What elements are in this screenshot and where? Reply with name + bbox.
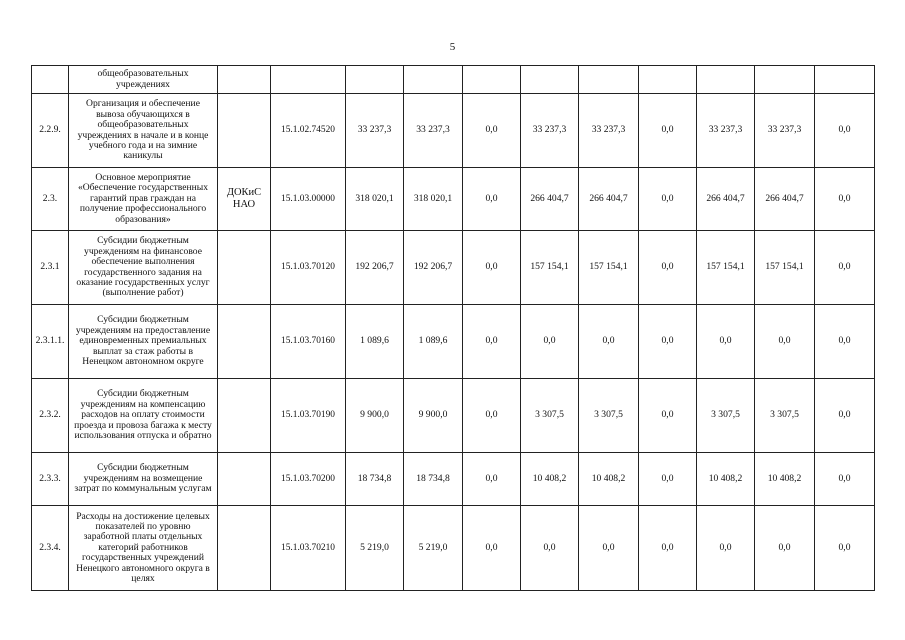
amount-cell: 3 307,5: [697, 379, 755, 453]
executor-cell: [218, 231, 271, 305]
description-cell: Субсидии бюджетным учреждениям на компенсацию расходов на оплату стоимости проезда и провоза багажа к месту использования отпуска и обратно: [69, 379, 218, 453]
executor-cell: [218, 94, 271, 168]
amount-cell: 0,0: [815, 168, 875, 231]
description-cell: Основное мероприятие «Обеспечение государственных гарантий прав граждан на получение профессионального образования»: [69, 168, 218, 231]
amount-cell: 157 154,1: [521, 231, 579, 305]
budget-code-cell: 15.1.03.70200: [271, 453, 346, 506]
amount-cell: 0,0: [521, 305, 579, 379]
description-cell: Субсидии бюджетным учреждениям на предоставление единовременных премиальных выплат за стаж работы в Ненецком автономном округе: [69, 305, 218, 379]
budget-code-cell: 15.1.03.00000: [271, 168, 346, 231]
amount-cell: 10 408,2: [521, 453, 579, 506]
amount-cell: 10 408,2: [579, 453, 639, 506]
amount-cell: 10 408,2: [755, 453, 815, 506]
amount-cell: [521, 66, 579, 94]
amount-cell: 0,0: [639, 305, 697, 379]
amount-cell: 0,0: [815, 453, 875, 506]
amount-cell: 0,0: [463, 506, 521, 591]
amount-cell: 318 020,1: [404, 168, 463, 231]
page-number: 5: [449, 41, 456, 53]
amount-cell: 5 219,0: [346, 506, 404, 591]
amount-cell: 0,0: [815, 94, 875, 168]
amount-cell: [463, 66, 521, 94]
amount-cell: 0,0: [697, 506, 755, 591]
amount-cell: 157 154,1: [579, 231, 639, 305]
table-row: [32, 168, 875, 231]
row-number-cell: 2.3.1.1.: [32, 305, 69, 379]
amount-cell: 33 237,3: [346, 94, 404, 168]
description-cell: Организация и обеспечение вывоза обучающихся в общеобразовательных учреждениях в начале и в конце учебного года и на зимние каникулы: [69, 94, 218, 168]
row-number-cell: 2.3.2.: [32, 379, 69, 453]
executor-cell: [218, 379, 271, 453]
amount-cell: 0,0: [639, 94, 697, 168]
amount-cell: 157 154,1: [697, 231, 755, 305]
amount-cell: 192 206,7: [404, 231, 463, 305]
table-row: [32, 66, 875, 94]
amount-cell: 0,0: [463, 453, 521, 506]
amount-cell: 0,0: [463, 231, 521, 305]
amount-cell: 0,0: [463, 168, 521, 231]
table-row: [32, 506, 875, 591]
amount-cell: 0,0: [815, 231, 875, 305]
amount-cell: 0,0: [579, 305, 639, 379]
amount-cell: 33 237,3: [579, 94, 639, 168]
description-cell: общеобразовательных учреждениях: [69, 66, 218, 94]
amount-cell: 266 404,7: [521, 168, 579, 231]
amount-cell: 9 900,0: [404, 379, 463, 453]
row-number-cell: 2.3.3.: [32, 453, 69, 506]
budget-code-cell: 15.1.03.70160: [271, 305, 346, 379]
amount-cell: 0,0: [579, 506, 639, 591]
amount-cell: [579, 66, 639, 94]
amount-cell: 3 307,5: [579, 379, 639, 453]
amount-cell: [697, 66, 755, 94]
amount-cell: 33 237,3: [755, 94, 815, 168]
table-row: [32, 453, 875, 506]
executor-cell: ДОКиС НАО: [218, 168, 271, 231]
amount-cell: 1 089,6: [404, 305, 463, 379]
amount-cell: 266 404,7: [579, 168, 639, 231]
executor-cell: [218, 305, 271, 379]
amount-cell: 0,0: [639, 379, 697, 453]
executor-cell: [218, 66, 271, 94]
executor-cell: [218, 453, 271, 506]
amount-cell: 266 404,7: [697, 168, 755, 231]
amount-cell: 0,0: [815, 379, 875, 453]
amount-cell: 1 089,6: [346, 305, 404, 379]
amount-cell: 0,0: [521, 506, 579, 591]
amount-cell: [404, 66, 463, 94]
row-number-cell: 2.3.1: [32, 231, 69, 305]
description-cell: Субсидии бюджетным учреждениям на финансовое обеспечение выполнения государственного задания на оказание государственных услуг (выполнение работ): [69, 231, 218, 305]
row-number-cell: 2.3.4.: [32, 506, 69, 591]
row-number-cell: 2.3.: [32, 168, 69, 231]
amount-cell: 192 206,7: [346, 231, 404, 305]
amount-cell: [346, 66, 404, 94]
description-cell: Расходы на достижение целевых показателей по уровню заработной платы отдельных категорий работников государственных учреждений Ненецкого автономного округа в целях: [69, 506, 218, 591]
description-cell: Субсидии бюджетным учреждениям на возмещение затрат по коммунальным услугам: [69, 453, 218, 506]
amount-cell: 0,0: [463, 379, 521, 453]
amount-cell: 18 734,8: [404, 453, 463, 506]
amount-cell: 0,0: [639, 168, 697, 231]
row-number-cell: [32, 66, 69, 94]
amount-cell: 18 734,8: [346, 453, 404, 506]
amount-cell: [815, 66, 875, 94]
budget-code-cell: 15.1.03.70190: [271, 379, 346, 453]
executor-cell: [218, 506, 271, 591]
amount-cell: 9 900,0: [346, 379, 404, 453]
amount-cell: [639, 66, 697, 94]
amount-cell: 266 404,7: [755, 168, 815, 231]
amount-cell: [755, 66, 815, 94]
amount-cell: 318 020,1: [346, 168, 404, 231]
amount-cell: 0,0: [639, 231, 697, 305]
amount-cell: 5 219,0: [404, 506, 463, 591]
table-row: [32, 94, 875, 168]
table-row: [32, 231, 875, 305]
amount-cell: 0,0: [463, 305, 521, 379]
amount-cell: 3 307,5: [755, 379, 815, 453]
budget-code-cell: 15.1.02.74520: [271, 94, 346, 168]
amount-cell: 0,0: [755, 305, 815, 379]
amount-cell: 33 237,3: [404, 94, 463, 168]
amount-cell: 0,0: [639, 506, 697, 591]
amount-cell: 0,0: [639, 453, 697, 506]
amount-cell: 0,0: [463, 94, 521, 168]
amount-cell: 0,0: [755, 506, 815, 591]
budget-code-cell: 15.1.03.70120: [271, 231, 346, 305]
amount-cell: 0,0: [815, 506, 875, 591]
amount-cell: 0,0: [815, 305, 875, 379]
amount-cell: 10 408,2: [697, 453, 755, 506]
row-number-cell: 2.2.9.: [32, 94, 69, 168]
amount-cell: 0,0: [697, 305, 755, 379]
budget-table: [31, 65, 875, 591]
budget-code-cell: [271, 66, 346, 94]
table-row: [32, 305, 875, 379]
amount-cell: 33 237,3: [521, 94, 579, 168]
budget-code-cell: 15.1.03.70210: [271, 506, 346, 591]
table-row: [32, 379, 875, 453]
amount-cell: 33 237,3: [697, 94, 755, 168]
amount-cell: 157 154,1: [755, 231, 815, 305]
amount-cell: 3 307,5: [521, 379, 579, 453]
